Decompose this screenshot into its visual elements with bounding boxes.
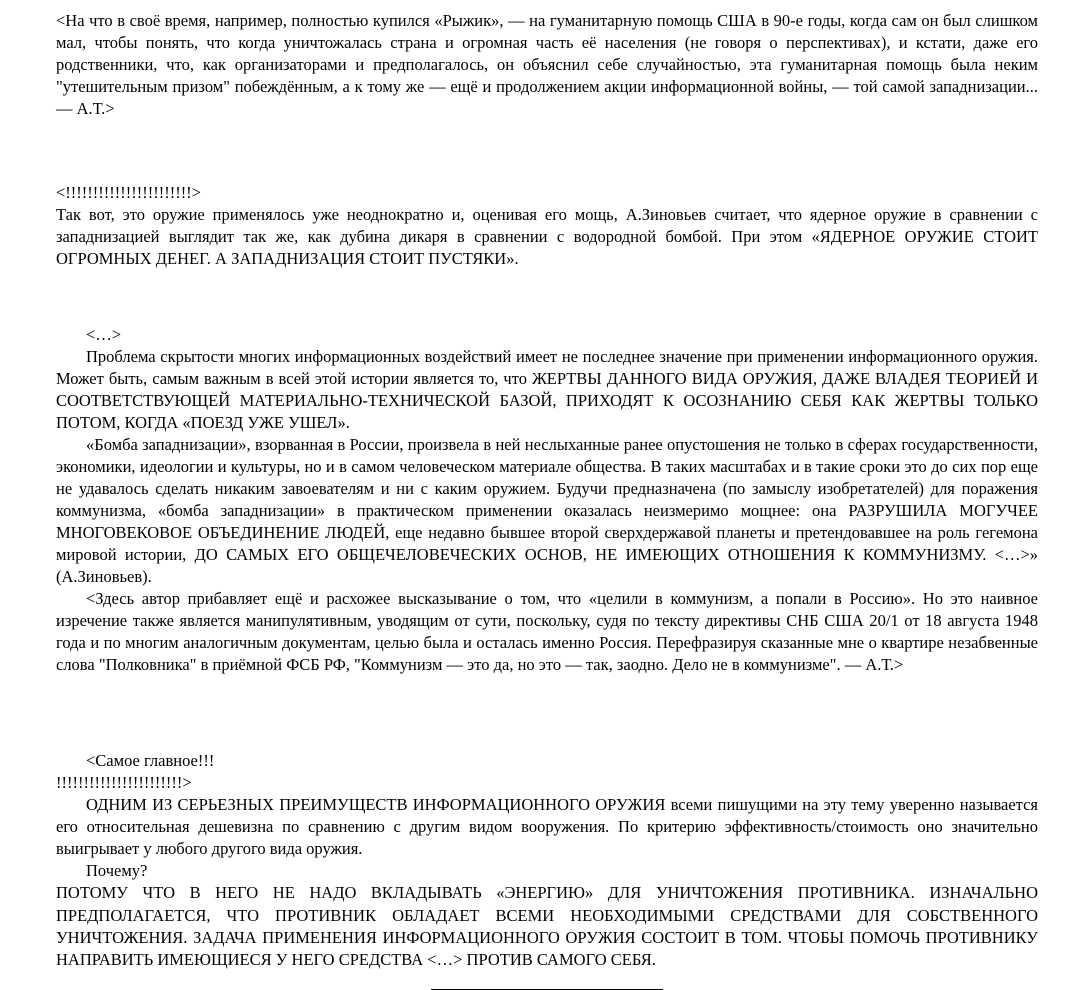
- spacer: [56, 120, 1038, 182]
- spacer: [56, 270, 1038, 324]
- footnote-separator: [56, 989, 1038, 990]
- paragraph-bomb-westernization: «Бомба западнизации», взорванная в России, произвела в ней неслыханные ранее опустошения не только в сферах государственности, экономики, идеологии и культуры, но и в самом человеческом материале общества. В таких масштабах и в такие сроки это до сих пор еще не удавалось сделать никаким завоевателям и ни с каким оружием. Будучи предназначена (по замыслу изобретателей) для поражения коммунизма, «бомба западнизации» в практическом применении оказалась неизмеримо мощнее: она РАЗРУШИЛА МОГУЧЕЕ МНОГОВЕКОВОЕ ОБЪЕДИНЕНИЕ ЛЮДЕЙ, еще недавно бывшее второй сверхдержавой планеты и претендовавшее на роль гегемона мировой истории, ДО САМЫХ ЕГО ОБЩЕЧЕЛОВЕЧЕСКИХ ОСНОВ, НЕ ИМЕЮЩИХ ОТНОШЕНИЯ К КОММУНИЗМУ. <…>» (А.Зиновьев).: [56, 435, 1038, 587]
- paragraph-note-ryzhik: <На что в своё время, например, полностью купился «Рыжик», — на гуманитарную помощь США в 90-е годы, когда сам он был слишком мал, чтобы понять, что когда уничтожалась страна и огромная часть её населения (не говоря о перспективах), и кстати, даже его родственники, что, как организаторами и предполагалось, он объяснил себе случайностью, эта гуманитарная помощь была неким "утешительным призом" побеждённым, а к тому же — ещё и продолжением акции информационной войны, — той самой западнизации... — А.Т.>: [56, 11, 1038, 119]
- spacer: [56, 676, 1038, 750]
- paragraph-most-important-open: <Самое главное!!!: [86, 751, 215, 771]
- paragraph-ellipsis-quote: <…>: [86, 325, 122, 345]
- paragraph-cheapness-advantage: ОДНИМ ИЗ СЕРЬЕЗНЫХ ПРЕИМУЩЕСТВ ИНФОРМАЦИОННОГО ОРУЖИЯ всеми пишущими на эту тему уверенно называется его относительная дешевизна по сравнению с другим видом вооружения. По критерию эффективность/стоимость оно значительно выигрывает у любого другого вида оружия.: [56, 795, 1038, 859]
- paragraph-author-note-directive: <Здесь автор прибавляет ещё и расхожее высказывание о том, что «целили в коммунизм, а попали в Россию». Но это наивное изречение также является манипулятивным, уводящим от сути, поскольку, судя по тексту директивы СНБ США 20/1 от 18 августа 1948 года и по многим аналогичным документам, целью была и осталась именно Россия. Перефразируя сказанные мне о квартире незабвенные слова "Полковника" в приёмной ФСБ РФ, "Коммунизм — это да, но это — так, заодно. Дело не в коммунизме". — А.Т.>: [56, 589, 1038, 675]
- paragraph-exclamations-1: <!!!!!!!!!!!!!!!!!!!!!!!>: [56, 183, 201, 203]
- paragraph-hidden-impacts: Проблема скрытости многих информационных воздействий имеет не последнее значение при применении информационного оружия. Может быть, самым важным в всей этой истории является то, что ЖЕРТВЫ ДАННОГО ВИДА ОРУЖИЯ, ДАЖЕ ВЛАДЕЯ ТЕОРИЕЙ И СООТВЕТСТВУЮЩЕЙ МАТЕРИАЛЬНО-ТЕХНИЧЕСКОЙ БАЗОЙ, ПРИХОДЯТ К ОСОЗНАНИЮ СЕБЯ КАК ЖЕРТВЫ ТОЛЬКО ПОТОМ, КОГДА «ПОЕЗД УЖЕ УШЕЛ».: [56, 347, 1038, 433]
- paragraph-why-question: Почему?: [86, 861, 148, 881]
- paragraph-answer-energy: ПОТОМУ ЧТО В НЕГО НЕ НАДО ВКЛАДЫВАТЬ «ЭНЕРГИЮ» ДЛЯ УНИЧТОЖЕНИЯ ПРОТИВНИКА. ИЗНАЧАЛЬНО ПРЕДПОЛАГАЕТСЯ, ЧТО ПРОТИВНИК ОБЛАДАЕТ ВСЕМИ НЕОБХОДИМЫМИ СРЕДСТВАМИ ДЛЯ СОБСТВЕННОГО УНИЧТОЖЕНИЯ. ЗАДАЧА ПРИМЕНЕНИЯ ИНФОРМАЦИОННОГО ОРУЖИЯ СОСТОИТ В ТОМ. ЧТОБЫ ПОМОЧЬ ПРОТИВНИКУ НАПРАВИТЬ ИМЕЮЩИЕСЯ У НЕГО СРЕДСТВА <…> ПРОТИВ САМОГО СЕБЯ.: [56, 883, 1038, 969]
- paragraph-weapon-power: Так вот, это оружие применялось уже неоднократно и, оценивая его мощь, А.Зиновьев считает, что ядерное оружие в сравнении с западнизацией выглядит так же, как дубина дикаря в сравнении с водородной бомбой. При этом «ЯДЕРНОЕ ОРУЖИЕ СТОИТ ОГРОМНЫХ ДЕНЕГ. А ЗАПАДНИЗАЦИЯ СТОИТ ПУСТЯКИ».: [56, 205, 1038, 269]
- paragraph-exclamations-2: !!!!!!!!!!!!!!!!!!!!!!!>: [56, 773, 192, 793]
